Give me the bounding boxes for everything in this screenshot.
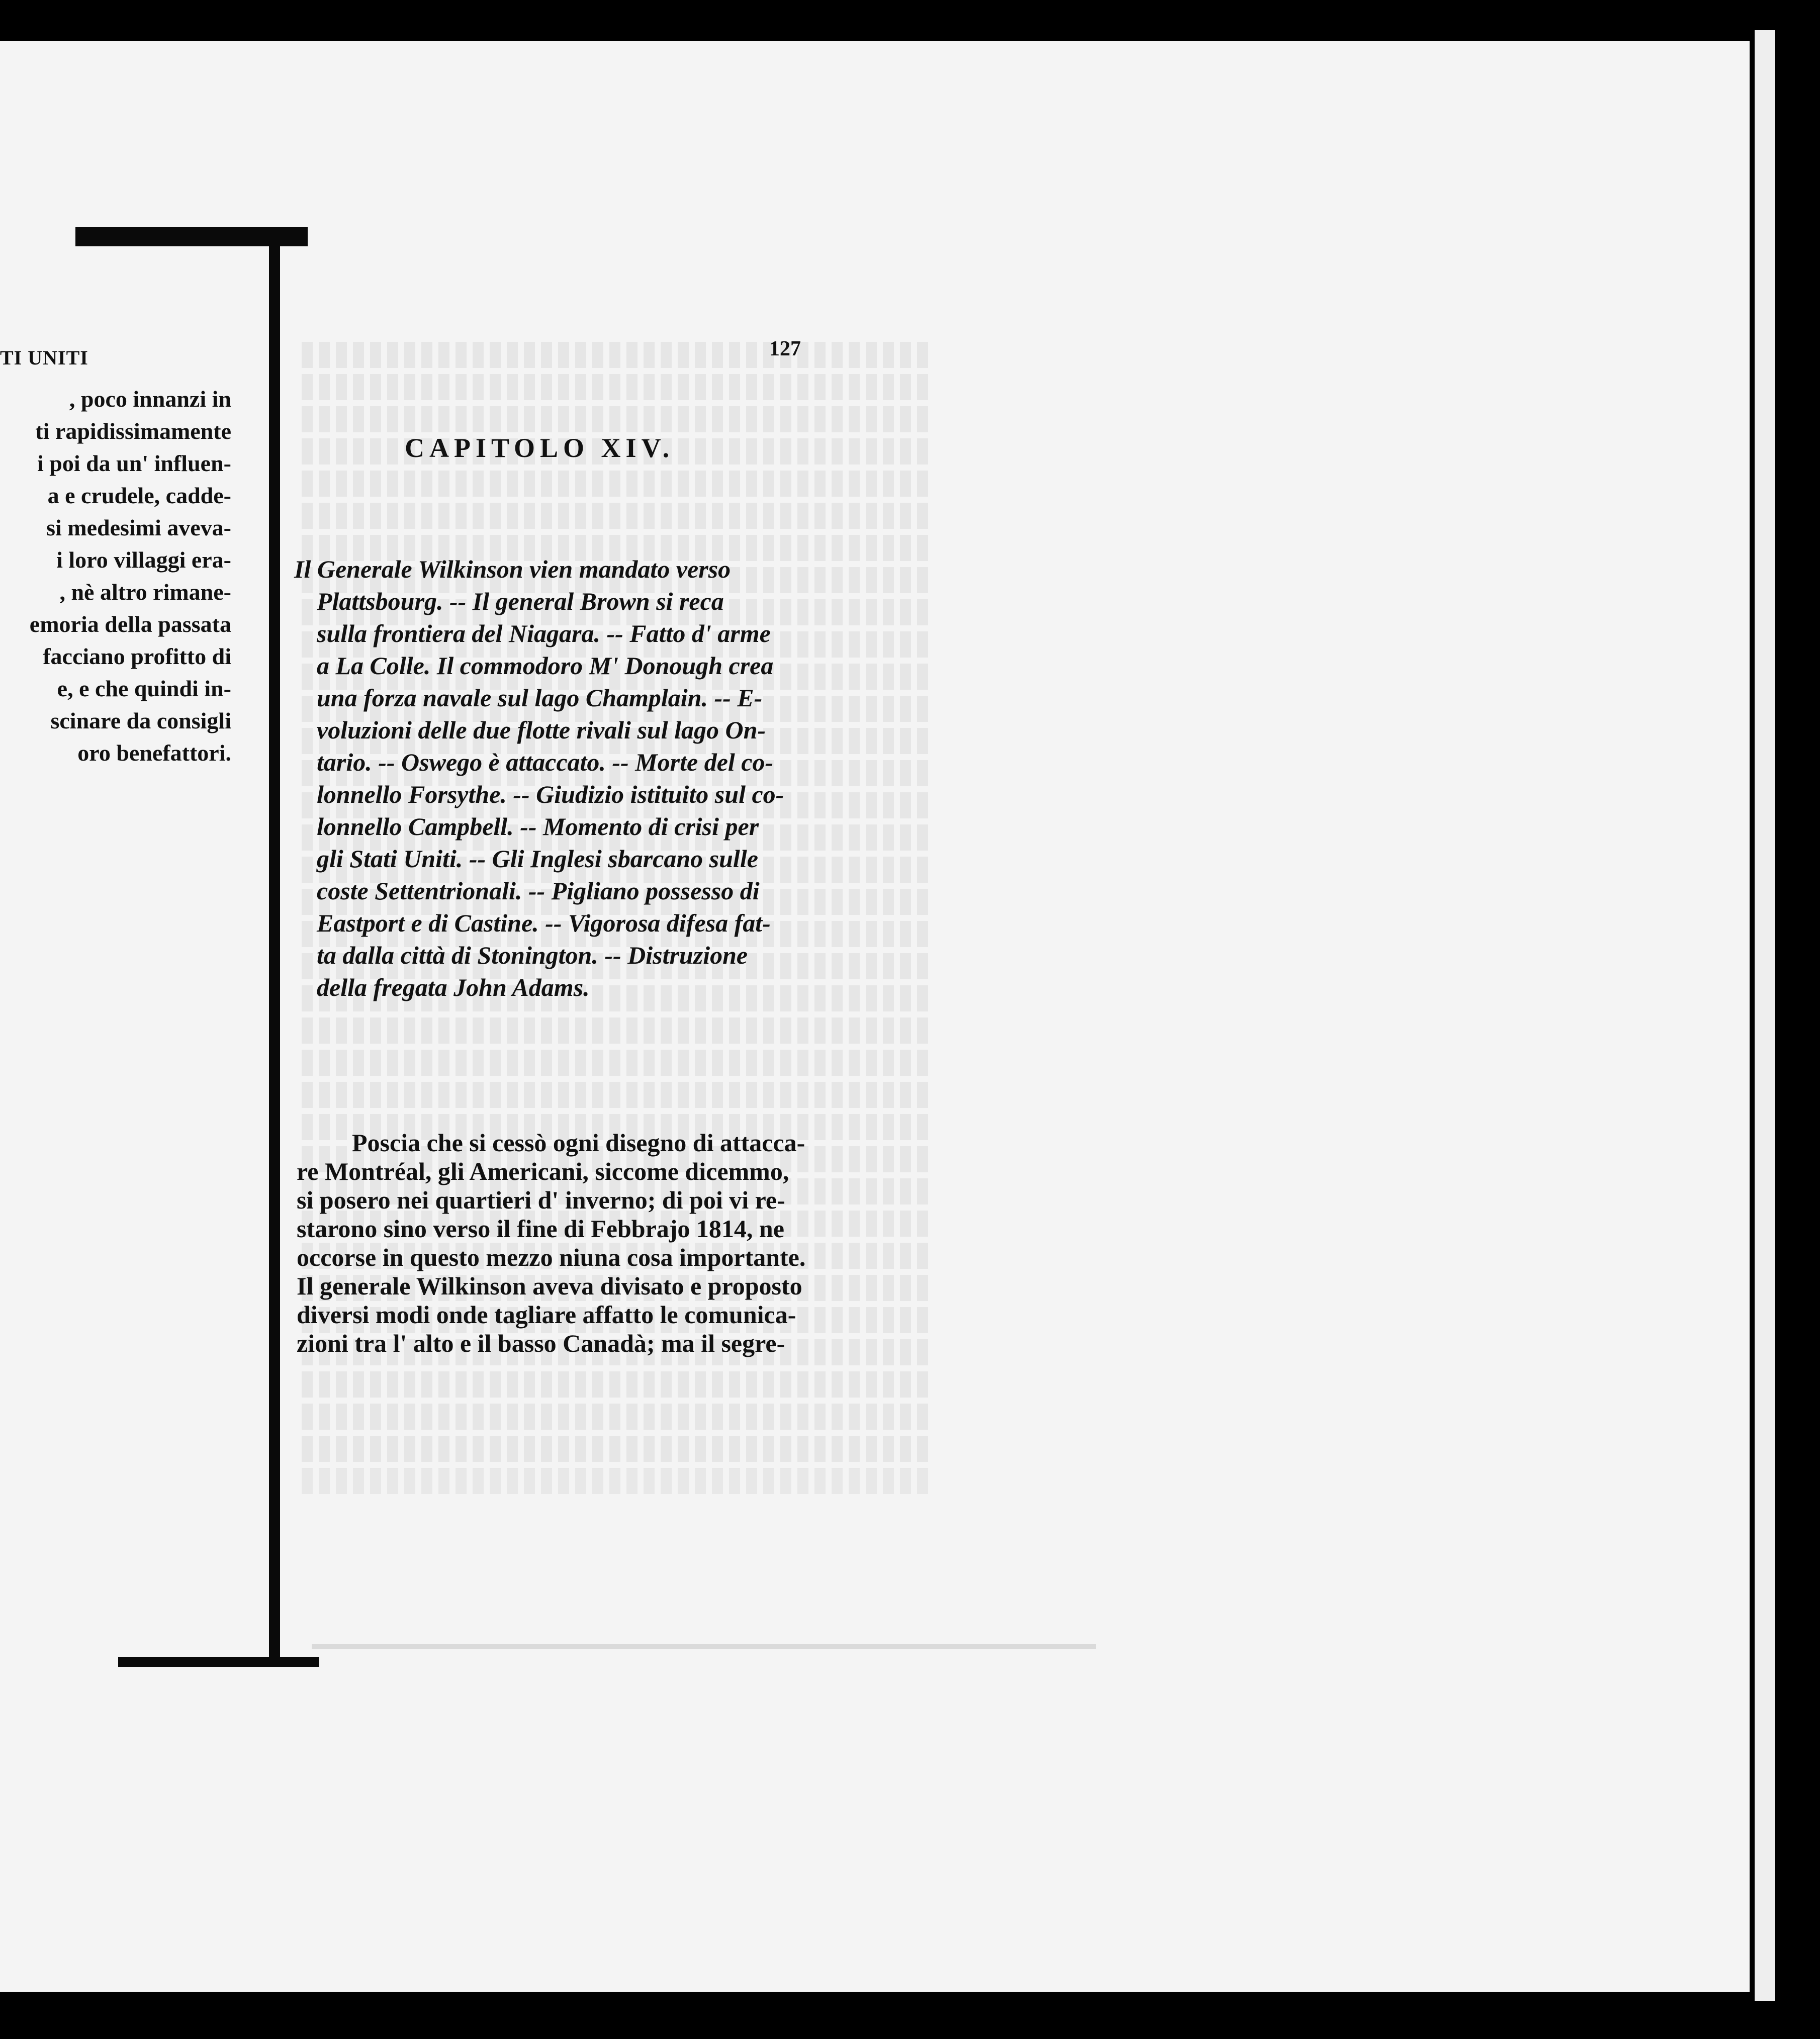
left-line: a e crudele, cadde- bbox=[47, 483, 231, 508]
summary-line: tario. -- Oswego è attaccato. -- Morte del co- bbox=[317, 748, 774, 776]
left-line: ti rapidissimamente bbox=[35, 418, 231, 444]
body-line: occorse in questo mezzo niuna cosa importante. bbox=[297, 1243, 806, 1271]
left-line: i poi da un' influen- bbox=[37, 450, 231, 476]
scanned-spread bbox=[0, 41, 1750, 1992]
summary-line: ta dalla città di Stonington. -- Distruzione bbox=[317, 941, 748, 969]
left-running-head: TI UNITI bbox=[0, 346, 88, 369]
left-line: facciano profitto di bbox=[43, 643, 231, 669]
scan-border-top bbox=[0, 0, 1820, 15]
left-line: emoria della passata bbox=[29, 611, 231, 637]
summary-line: Eastport e di Castine. -- Vigorosa difesa fat- bbox=[317, 909, 771, 937]
left-page-column bbox=[0, 342, 231, 769]
body-line: diversi modi onde tagliare affatto le comunica- bbox=[297, 1301, 796, 1329]
crop-mark-vertical bbox=[269, 241, 280, 1667]
left-line: oro benefattori. bbox=[77, 740, 231, 766]
summary-line: gli Stati Uniti. -- Gli Inglesi sbarcano sulle bbox=[317, 845, 758, 873]
chapter-body bbox=[297, 1129, 865, 1358]
left-line: e, e che quindi in- bbox=[57, 676, 231, 701]
chapter-title: CAPITOLO XIV. bbox=[405, 433, 675, 463]
summary-line: coste Settentrionali. -- Pigliano possesso di bbox=[317, 877, 760, 905]
chapter-summary bbox=[294, 553, 862, 1003]
scan-border-right bbox=[1755, 30, 1775, 2001]
summary-line: lonnello Campbell. -- Momento di crisi per bbox=[317, 812, 759, 841]
body-line: Poscia che si cessò ogni disegno di attacca- bbox=[352, 1129, 805, 1157]
summary-line: Il Generale Wilkinson vien mandato verso bbox=[294, 555, 731, 583]
body-line: si posero nei quartieri d' inverno; di poi vi re- bbox=[297, 1186, 785, 1214]
body-line: starono sino verso il fine di Febbrajo 1814, ne bbox=[297, 1215, 784, 1243]
summary-line: della fregata John Adams. bbox=[317, 973, 590, 1001]
body-line: re Montréal, gli Americani, siccome dicemmo, bbox=[297, 1157, 789, 1185]
summary-line: a La Colle. Il commodoro M' Donough crea bbox=[317, 652, 774, 680]
body-line: zioni tra l' alto e il basso Canadà; ma il segre- bbox=[297, 1329, 785, 1357]
left-line: scinare da consigli bbox=[50, 708, 231, 733]
left-line: si medesimi aveva- bbox=[46, 515, 231, 540]
summary-line: Plattsbourg. -- Il general Brown si reca bbox=[317, 587, 724, 615]
summary-line: una forza navale sul lago Champlain. -- E- bbox=[317, 684, 763, 712]
left-line: , poco innanzi in bbox=[69, 386, 231, 412]
page-edge-shadow bbox=[312, 1644, 1096, 1649]
page-number: 127 bbox=[769, 337, 801, 360]
left-line: i loro villaggi era- bbox=[56, 547, 231, 573]
left-line: , nè altro rimane- bbox=[59, 579, 231, 605]
body-line: Il generale Wilkinson aveva divisato e proposto bbox=[297, 1272, 802, 1300]
summary-line: voluzioni delle due flotte rivali sul lago On- bbox=[317, 716, 766, 744]
summary-line: sulla frontiera del Niagara. -- Fatto d' arme bbox=[317, 619, 771, 647]
crop-mark-bottom bbox=[118, 1657, 319, 1667]
summary-line: lonnello Forsythe. -- Giudizio istituito sul co- bbox=[317, 780, 784, 808]
